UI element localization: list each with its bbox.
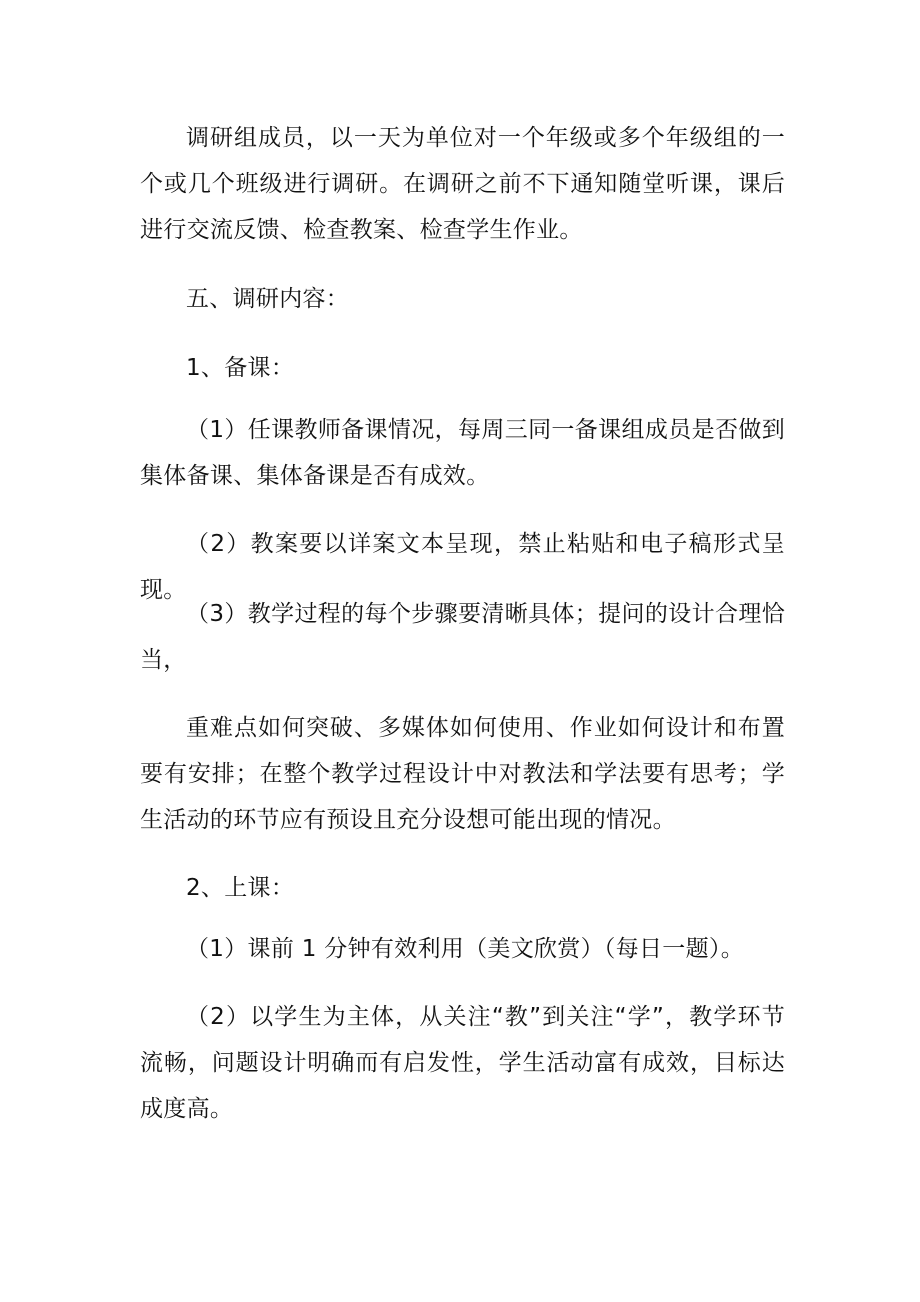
heading-lesson-prep: 1、备课： [186, 355, 295, 381]
heading-research-content: 五、调研内容： [186, 286, 350, 312]
paragraph-prep-item-3: （3）教学过程的每个步骤要清晰具体；提问的设计合理恰当， [140, 601, 785, 673]
paragraph-prep-item-3-continued: 重难点如何突破、多媒体如何使用、作业如何设计和布置要有安排；在整个教学过程设计中对教法和学法要有思考；学生活动的环节应有预设且充分设想可能出现的情况。 [140, 715, 785, 833]
paragraph-teaching-item-1: （1）课前 1 分钟有效利用（美文欣赏）（每日一题）。 [186, 936, 744, 962]
paragraph-research-team: 调研组成员，以一天为单位对一个年级或多个年级组的一个或几个班级进行调研。在调研之前不下通知随堂听课，课后进行交流反馈、检查教案、检查学生作业。 [140, 125, 785, 243]
paragraph-prep-item-2: （2）教案要以详案文本呈现，禁止粘贴和电子稿形式呈现。 [140, 531, 785, 603]
heading-teaching: 2、上课： [186, 875, 295, 901]
paragraph-teaching-item-2: （2）以学生为主体，从关注“教”到关注“学”，教学环节流畅，问题设计明确而有启发性，学生活动富有成效，目标达成度高。 [140, 1004, 785, 1122]
paragraph-prep-item-1: （1）任课教师备课情况，每周三同一备课组成员是否做到集体备课、集体备课是否有成效。 [140, 417, 785, 489]
